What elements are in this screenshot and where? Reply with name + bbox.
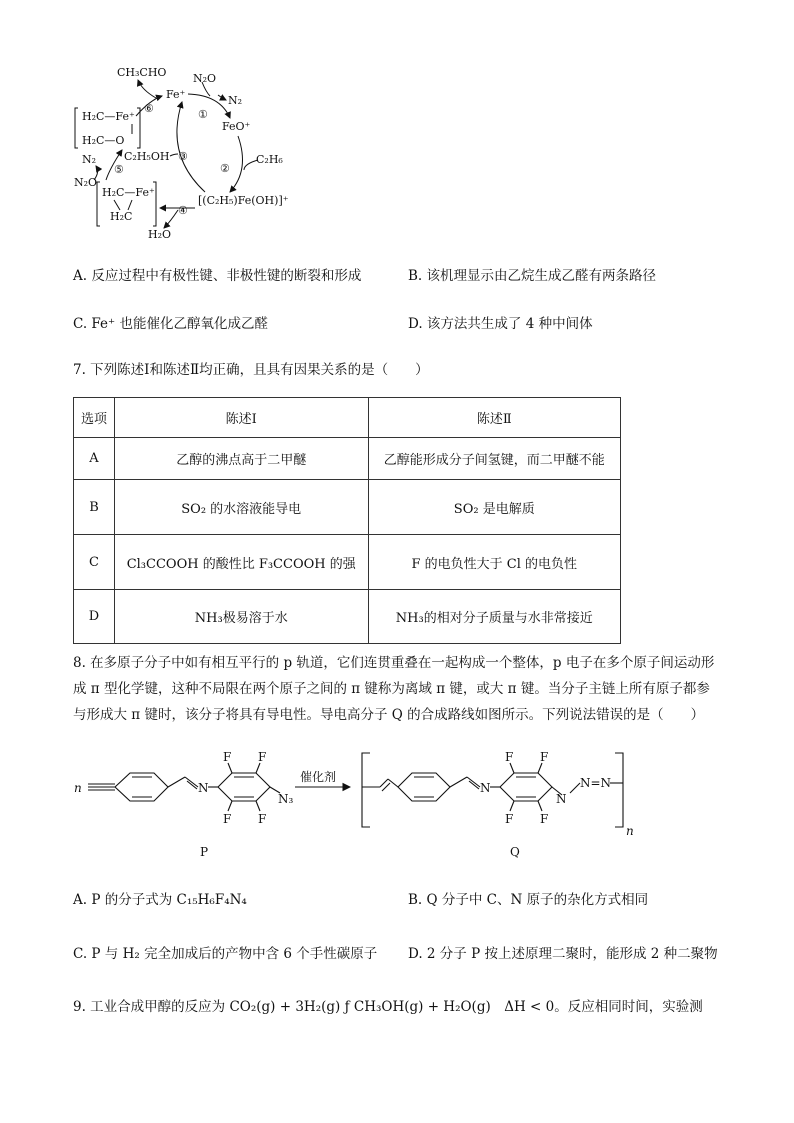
q8-synthesis-scheme <box>70 745 650 870</box>
scheme-f: F <box>540 812 549 826</box>
diagram-step-2: ② <box>220 162 230 175</box>
diagram-h2c-fe-bottom: H₂C—Fe⁺ <box>102 186 155 199</box>
table-cell: NH₃极易溶于水 <box>114 590 368 644</box>
scheme-f: F <box>223 812 232 826</box>
scheme-catalyst: 催化剂 <box>300 770 337 784</box>
scheme-f: F <box>258 812 267 826</box>
diagram-n2-left: N₂ <box>82 153 97 166</box>
diagram-h2c: H₂C <box>110 210 133 223</box>
table-cell: NH₃的相对分子质量与水非常接近 <box>368 590 620 644</box>
table-cell: A <box>74 438 115 480</box>
header-cell: 选项 <box>74 398 115 438</box>
table-cell: SO₂ 的水溶液能导电 <box>114 480 368 535</box>
scheme-azo: N=N <box>580 776 612 790</box>
scheme-n-sub: n <box>626 824 634 838</box>
q6-option-c: C. Fe⁺ 也能催化乙醇氧化成乙醛 <box>73 316 268 332</box>
table-cell: F 的电负性大于 Cl 的电负性 <box>368 535 620 590</box>
table-cell: C <box>74 535 115 590</box>
scheme-n-left: n <box>74 781 82 795</box>
diagram-fe-plus: Fe⁺ <box>166 88 186 101</box>
table-cell: 乙醇能形成分子间氢键，而二甲醚不能 <box>368 438 620 480</box>
table-cell: D <box>74 590 115 644</box>
q8-option-a: A. P 的分子式为 C₁₅H₆F₄N₄ <box>73 892 247 908</box>
table-cell: B <box>74 480 115 535</box>
table-row <box>74 438 621 480</box>
scheme-label-q: Q <box>510 845 520 859</box>
diagram-h2c-o: H₂C—O <box>82 134 125 147</box>
diagram-feo-plus: FeO⁺ <box>222 120 251 133</box>
scheme-f: F <box>505 750 514 764</box>
q8-stem: 8. 在多原子分子中如有相互平行的 p 轨道，它们连贯重叠在一起构成一个整体，p 电子在多个原子间运动形成 π 型化学键，这种不局限在两个原子之间的 π 键称为离域 π 键，或大 π 键。当分子主链上所有原子都参与形成大 π 键时，该分子将具有导电性。导电高分子 Q 的合成路线如图所示。下列说法错误的是（ ） <box>73 655 715 723</box>
q6-option-a: A. 反应过程中有极性键、非极性键的断裂和形成 <box>73 268 362 284</box>
diagram-n2o-left: N₂O <box>74 176 98 189</box>
table-row <box>74 590 621 644</box>
diagram-step-6: ⑥ <box>144 102 154 115</box>
table-cell: Cl₃CCOOH 的酸性比 F₃CCOOH 的强 <box>114 535 368 590</box>
header-cell: 陈述Ⅰ <box>114 398 368 438</box>
scheme-n3: N₃ <box>278 792 294 806</box>
diagram-step-5: ⑤ <box>114 163 124 176</box>
scheme-n-atom: N <box>198 781 209 795</box>
table-header-row <box>74 398 621 438</box>
header-cell: 陈述Ⅱ <box>368 398 620 438</box>
diagram-h2o: H₂O <box>148 228 172 241</box>
q6-option-d: D. 该方法共生成了 4 种中间体 <box>408 316 593 332</box>
diagram-step-4: ④ <box>178 204 188 217</box>
q8-option-d: D. 2 分子 P 按上述原理二聚时，能形成 2 种二聚物 <box>408 946 718 962</box>
diagram-n2o-top: N₂O <box>193 72 217 85</box>
diagram-h2c-fe-top: H₂C—Fe⁺ <box>82 110 135 123</box>
diagram-step-1: ① <box>198 108 208 121</box>
reaction-mechanism-diagram <box>70 60 330 250</box>
scheme-f: F <box>258 750 267 764</box>
table-row <box>74 535 621 590</box>
diagram-n2-top: N₂ <box>228 94 243 107</box>
q9-stem: 9. 工业合成甲醇的反应为 CO₂(g) + 3H₂(g) ƒ CH₃OH(g) + H₂O(g) ΔH < 0。反应相同时间，实验测 <box>73 999 703 1015</box>
scheme-n-atom: N <box>480 781 491 795</box>
diagram-c2h6: C₂H₆ <box>256 153 283 166</box>
diagram-c2h5oh: C₂H₅OH <box>124 150 170 163</box>
diagram-ch3cho: CH₃CHO <box>117 66 167 79</box>
q7-table <box>73 397 621 644</box>
table-cell: SO₂ 是电解质 <box>368 480 620 535</box>
scheme-label-p: P <box>200 845 209 859</box>
q8-option-c: C. P 与 H₂ 完全加成后的产物中含 6 个手性碳原子 <box>73 946 378 962</box>
q7-stem: 7. 下列陈述Ⅰ和陈述Ⅱ均正确，且具有因果关系的是（ ） <box>73 362 429 378</box>
scheme-f: F <box>505 812 514 826</box>
q6-option-b: B. 该机理显示由乙烷生成乙醛有两条路径 <box>408 268 657 284</box>
scheme-n-atom: N <box>556 792 567 806</box>
scheme-f: F <box>540 750 549 764</box>
table-row <box>74 480 621 535</box>
q8-option-b: B. Q 分子中 C、N 原子的杂化方式相同 <box>408 892 649 908</box>
table-cell: 乙醇的沸点高于二甲醚 <box>114 438 368 480</box>
diagram-complex: [(C₂H₅)Fe(OH)]⁺ <box>198 194 289 207</box>
diagram-step-3: ③ <box>178 150 188 163</box>
scheme-f: F <box>223 750 232 764</box>
